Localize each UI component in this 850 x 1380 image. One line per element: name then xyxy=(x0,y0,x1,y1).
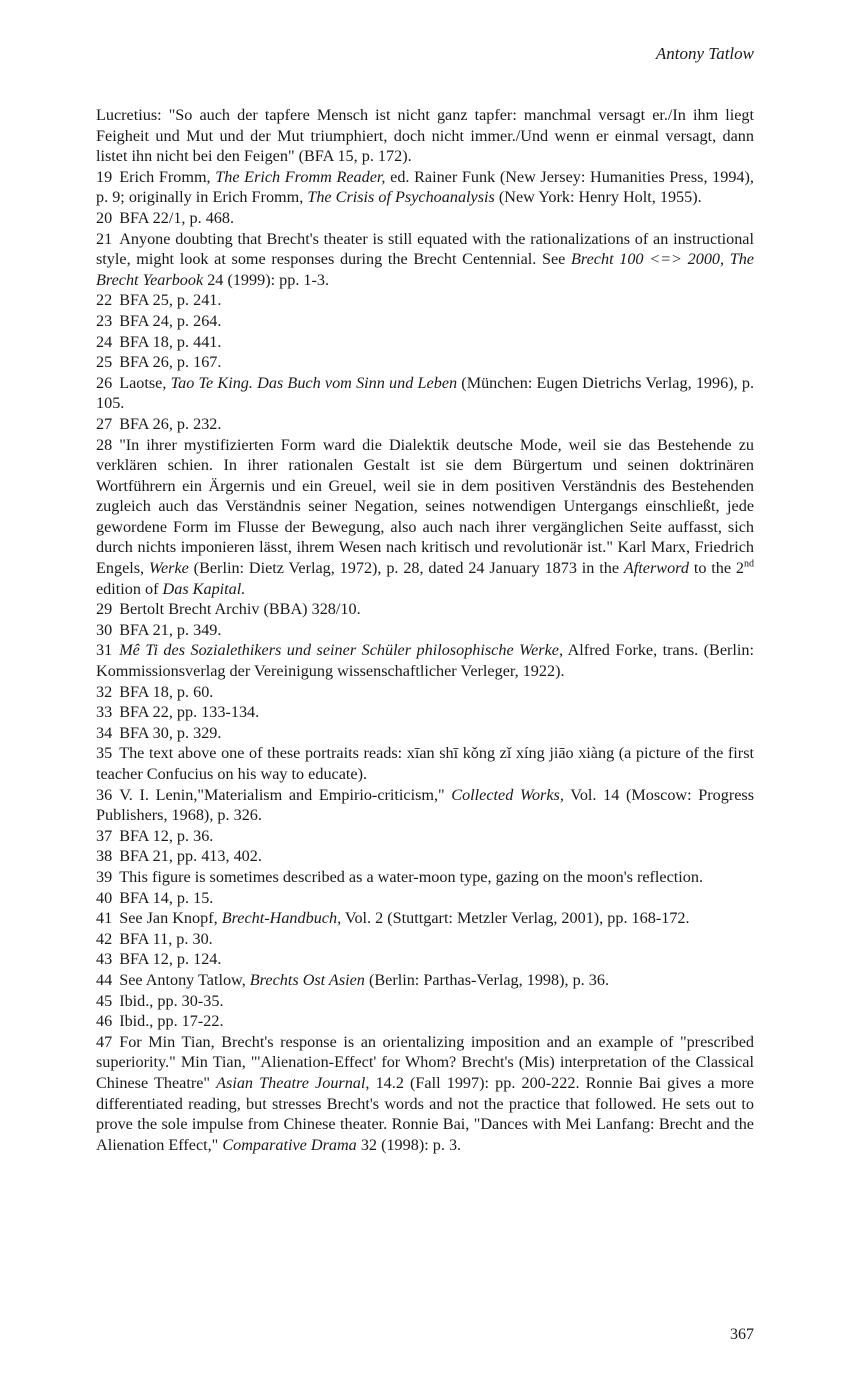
endnote-text: BFA 12, p. 36. xyxy=(119,826,214,845)
endnote-text: to the 2 xyxy=(688,559,745,578)
endnote-text: BFA 21, pp. 413, 402. xyxy=(119,847,262,866)
endnote-text: BFA 26, p. 232. xyxy=(119,414,222,433)
endnote-number: 30 xyxy=(96,620,113,639)
endnote-text: BFA 26, p. 167. xyxy=(119,353,222,372)
endnote-number: 23 xyxy=(96,311,113,330)
endnote-text: Bertolt Brecht Archiv (BBA) 328/10. xyxy=(119,600,361,619)
page-number: 367 xyxy=(730,1326,754,1343)
endnote-text: (Berlin: Dietz Verlag, 1972), p. 28, dated 24 January 1873 in the xyxy=(188,559,624,578)
endnote xyxy=(96,105,754,167)
endnote-text: V. I. Lenin,"Materialism and Empirio-criticism," xyxy=(119,785,452,804)
endnote xyxy=(96,867,754,888)
italic-title-text: Comparative Drama xyxy=(222,1135,357,1154)
endnote xyxy=(96,682,754,703)
endnote xyxy=(96,1032,754,1156)
endnote-text: "In ihrer mystifizierten Form ward die Dialektik deutsche Mode, weil sie das Bestehende zu verklären schien. In ihrer rationalen Gestalt ist sie dem Bürgertum und seinen doktrinären Wortführern ein Ärgernis und ein Greuel, weil sie in dem positiven Verständnis des Bestehenden zugleich auch das Verständnis seiner Negation, seines notwendigen Untergangs einschließt, jede gewordene Form im Flusse der Bewegung, also auch nach ihrer vergänglichen Seite auffasst, sich durch nichts imponieren lässt, ihrem Wesen nach kritisch und revolutionär ist." Karl Marx, Friedrich Engels, xyxy=(96,435,754,578)
endnote-number: 25 xyxy=(96,353,113,372)
endnote-number: 45 xyxy=(96,991,113,1010)
endnote xyxy=(96,991,754,1012)
endnote-number: 39 xyxy=(96,867,113,886)
endnote xyxy=(96,846,754,867)
endnote-text: BFA 14, p. 15. xyxy=(119,888,214,907)
endnote-text: BFA 22, pp. 133-134. xyxy=(119,703,260,722)
endnote xyxy=(96,208,754,229)
endnote-number: 46 xyxy=(96,1012,113,1031)
endnote-number: 42 xyxy=(96,929,113,948)
endnote xyxy=(96,888,754,909)
endnote xyxy=(96,929,754,950)
running-head-author: Antony Tatlow xyxy=(655,44,754,63)
endnote-number: 29 xyxy=(96,600,113,619)
endnote xyxy=(96,640,754,681)
endnote xyxy=(96,949,754,970)
italic-title-text: Brechts Ost Asien xyxy=(249,970,365,989)
endnote-number: 36 xyxy=(96,785,113,804)
endnote-number: 34 xyxy=(96,723,113,742)
italic-title-text: Tao Te King. Das Buch vom Sinn und Leben xyxy=(170,373,458,392)
italic-title-text: Werke xyxy=(148,559,189,578)
endnote xyxy=(96,743,754,784)
endnote-number: 26 xyxy=(96,373,113,392)
italic-title-text: Asian Theatre Journal, xyxy=(216,1073,370,1092)
endnote xyxy=(96,1011,754,1032)
endnote-text: ed. Rainer Funk (New Jersey: Humanities Press, 1994), p. 9; originally in Erich Fromm, xyxy=(96,167,754,207)
endnote-number: 24 xyxy=(96,332,113,351)
endnote xyxy=(96,908,754,929)
endnote xyxy=(96,599,754,620)
endnote xyxy=(96,311,754,332)
endnote-text: BFA 24, p. 264. xyxy=(119,311,222,330)
endnote-number: 47 xyxy=(96,1032,113,1051)
endnote xyxy=(96,435,754,600)
endnote-number: 44 xyxy=(96,970,113,989)
endnote-number: 38 xyxy=(96,847,113,866)
endnote-text: BFA 12, p. 124. xyxy=(119,950,222,969)
endnote-text: BFA 18, p. 60. xyxy=(119,682,214,701)
italic-title-text: Das Kapital. xyxy=(162,579,246,598)
endnote-text: Alfred Forke, trans. (Berlin: Kommissionsverlag der Vereinigung wissenschaftlicher Verleger, 1922). xyxy=(96,641,754,681)
endnote-number: 22 xyxy=(96,291,113,310)
endnote-text: Laotse, xyxy=(119,373,171,392)
endnote xyxy=(96,970,754,991)
endnote xyxy=(96,702,754,723)
italic-title-text: Brecht-Handbuch, xyxy=(221,909,342,928)
endnote-text: Anyone doubting that Brecht's theater is still equated with the rationalizations of an instructional style, might look at some responses during the Brecht Centennial. See xyxy=(96,229,754,269)
endnote-text: 24 (1999): pp. 1-3. xyxy=(203,270,330,289)
italic-title-text: Mê Ti des Sozialethikers und seiner Schüler philosophische Werke, xyxy=(119,641,564,660)
italic-title-text: Afterword xyxy=(623,559,689,578)
endnote-text: BFA 30, p. 329. xyxy=(119,723,222,742)
endnote-text: Vol. 2 (Stuttgart: Metzler Verlag, 2001), pp. 168-172. xyxy=(341,909,690,928)
endnote-number: 37 xyxy=(96,826,113,845)
endnote-text: BFA 21, p. 349. xyxy=(119,620,222,639)
endnote-text: See Antony Tatlow, xyxy=(119,970,250,989)
endnotes-list xyxy=(96,105,754,1155)
endnote-text: This figure is sometimes described as a water-moon type, gazing on the moon's reflection. xyxy=(119,867,704,886)
endnote-number: 40 xyxy=(96,888,113,907)
endnote-text: Erich Fromm, xyxy=(119,167,216,186)
endnote-text: 32 (1998): p. 3. xyxy=(356,1135,462,1154)
endnote-text: Vol. 14 (Moscow: Progress Publishers, 1968), p. 326. xyxy=(96,785,755,825)
endnote-text: BFA 22/1, p. 468. xyxy=(119,208,235,227)
endnote-text: (Berlin: Parthas-Verlag, 1998), p. 36. xyxy=(364,970,610,989)
endnote-number: 41 xyxy=(96,909,113,928)
endnote-text: See Jan Knopf, xyxy=(119,909,222,928)
endnote xyxy=(96,373,754,414)
endnote-text: (New York: Henry Holt, 1955). xyxy=(494,188,702,207)
endnote-text: BFA 11, p. 30. xyxy=(119,929,213,948)
endnote-number: 31 xyxy=(96,641,113,660)
endnote-text: BFA 18, p. 441. xyxy=(119,332,222,351)
endnote-text: BFA 25, p. 241. xyxy=(119,291,222,310)
endnote-number: 32 xyxy=(96,682,113,701)
endnote-text: edition of xyxy=(96,579,163,598)
endnote-text: The text above one of these portraits reads: xīan shī kǒng zǐ xíng jiāo xiàng (a picture of the first teacher Confucius on his way to educate). xyxy=(96,744,754,783)
italic-title-text: Brecht 100 <=> 2000, The Brecht Yearbook xyxy=(96,250,754,289)
endnote-text: Ibid., pp. 17-22. xyxy=(119,1012,224,1031)
endnote xyxy=(96,785,754,826)
endnote xyxy=(96,414,754,435)
endnote xyxy=(96,723,754,744)
endnote-number: 33 xyxy=(96,703,113,722)
endnote xyxy=(96,290,754,311)
endnote-number: 35 xyxy=(96,744,113,763)
endnote xyxy=(96,620,754,641)
endnote-number: 21 xyxy=(96,229,113,248)
endnote xyxy=(96,167,754,208)
endnote-number: 19 xyxy=(96,167,113,186)
endnote xyxy=(96,332,754,353)
endnote xyxy=(96,826,754,847)
italic-title-text: The Erich Fromm Reader, xyxy=(215,167,386,186)
italic-title-text: Collected Works, xyxy=(451,785,564,804)
endnote-text: For Min Tian, Brecht's response is an orientalizing imposition and an example of "prescribed superiority." Min Tian, "'Alienation-Effect' for Whom? Brecht's (Mis) interpretation of the Classical Chinese Theatre" xyxy=(96,1032,754,1092)
superscript-text: nd xyxy=(744,558,755,570)
endnote-text: Ibid., pp. 30-35. xyxy=(119,991,224,1010)
italic-title-text: The Crisis of Psychoanalysis xyxy=(307,188,495,207)
endnote-number: 28 xyxy=(96,435,113,454)
endnote xyxy=(96,229,754,291)
endnote-number: 20 xyxy=(96,208,113,227)
endnote-text: 14.2 (Fall 1997): pp. 200-222. Ronnie Bai gives a more differentiated reading, but stresses Brecht's words and not the practice that followed. He sets out to prove the sole impulse from Chinese theater. Ronnie Bai, "Dances with Mei Lanfang: Brecht and the Alienation Effect," xyxy=(96,1073,754,1154)
endnote-text: Lucretius: "So auch der tapfere Mensch ist nicht ganz tapfer: manchmal versagt er./In ihm liegt Feigheit und Mut und der Mut triumphiert, doch nicht immer./Und wenn er einmal versagt, dann listet ihn nicht bei den Feigen" (BFA 15, p. 172). xyxy=(96,106,754,166)
endnote-number: 43 xyxy=(96,950,113,969)
endnote xyxy=(96,352,754,373)
endnote-text: (München: Eugen Dietrichs Verlag, 1996), p. 105. xyxy=(96,373,754,413)
endnote-number: 27 xyxy=(96,414,113,433)
